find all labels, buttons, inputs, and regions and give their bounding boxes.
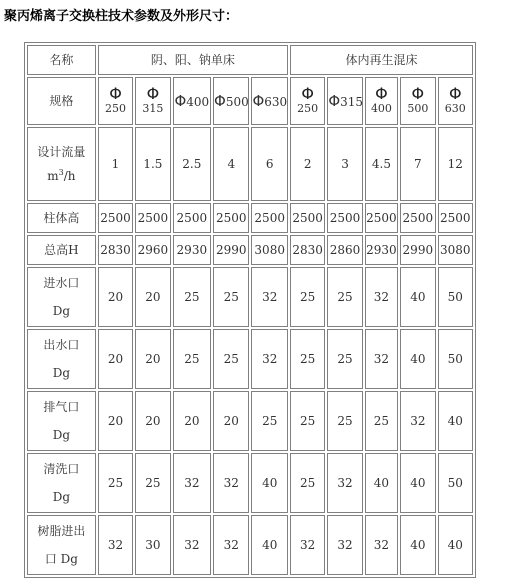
group-header-mixed-bed: 体内再生混床 — [290, 45, 473, 75]
row-label-line: 进水口 — [43, 276, 80, 290]
table-row — [27, 515, 473, 575]
spec-label: 规格 — [27, 77, 96, 125]
table-cell: 20 — [213, 391, 249, 451]
table-cell: 25 — [290, 329, 325, 389]
table-cell: 32 — [327, 453, 362, 513]
table-cell: 32 — [400, 391, 435, 451]
table-cell: 20 — [98, 329, 133, 389]
table-cell: 32 — [213, 515, 249, 575]
phi-symbol: Φ — [301, 84, 314, 103]
row-label-line: 总高H — [44, 243, 79, 257]
spec-cell — [135, 77, 170, 125]
spec-cell — [213, 77, 249, 125]
flow-value: 2.5 — [173, 127, 211, 201]
table-cell: 32 — [98, 515, 133, 575]
table-cell: 2990 — [400, 235, 435, 265]
table-cell: 40 — [400, 329, 435, 389]
flow-value: 4 — [213, 127, 249, 201]
table-cell: 25 — [365, 391, 398, 451]
row-label-line: 清洗口 — [43, 462, 80, 476]
flow-unit-h: /h — [63, 169, 76, 183]
spec-size: 250 — [105, 102, 126, 115]
table-cell: 25 — [327, 329, 362, 389]
phi-symbol: Φ — [252, 91, 265, 110]
row-label-line: 柱体高 — [43, 211, 80, 225]
table-row — [27, 329, 473, 389]
table-cell: 40 — [251, 515, 287, 575]
table-cell: 2500 — [327, 203, 362, 233]
table-cell: 50 — [438, 329, 473, 389]
row-label — [27, 235, 96, 265]
row-label-line: Dg — [52, 366, 71, 380]
flow-value: 3 — [327, 127, 362, 201]
table-cell: 2500 — [213, 203, 249, 233]
spec-cell — [438, 77, 473, 125]
table-cell: 2930 — [365, 235, 398, 265]
table-cell: 32 — [365, 329, 398, 389]
row-label — [27, 453, 96, 513]
table-cell: 2500 — [290, 203, 325, 233]
phi-symbol: Φ — [411, 84, 425, 103]
flow-value: 12 — [438, 127, 473, 201]
table-cell: 25 — [290, 267, 325, 327]
table-cell: 40 — [438, 391, 473, 451]
flow-label-unit — [28, 169, 95, 183]
table-cell: 25 — [213, 329, 249, 389]
table-cell: 32 — [365, 515, 398, 575]
phi-symbol: Φ — [174, 91, 187, 110]
table-row — [27, 453, 473, 513]
row-label-line: 口 Dg — [44, 552, 78, 566]
row-label-line: 排气口 — [43, 400, 80, 414]
spec-size: 315 — [142, 102, 164, 115]
table-cell: 25 — [290, 453, 325, 513]
flow-value: 1.5 — [135, 127, 170, 201]
table-cell: 2860 — [327, 235, 362, 265]
spec-cell — [251, 77, 287, 125]
table-row — [27, 391, 473, 451]
table-cell: 25 — [213, 267, 249, 327]
table-cell: 2500 — [400, 203, 435, 233]
spec-size: 500 — [225, 94, 249, 109]
phi-symbol: Φ — [375, 84, 388, 103]
table-cell: 2500 — [135, 203, 170, 233]
flow-label — [27, 127, 96, 201]
table-cell: 25 — [98, 453, 133, 513]
spec-cell — [290, 77, 325, 125]
table-cell: 2830 — [98, 235, 133, 265]
spec-size: 500 — [407, 102, 429, 115]
phi-symbol: Φ — [146, 84, 160, 103]
flow-value: 1 — [98, 127, 133, 201]
table-cell: 32 — [251, 329, 287, 389]
row-label-line: Dg — [52, 428, 71, 442]
phi-symbol: Φ — [448, 84, 462, 103]
spec-cell — [173, 77, 211, 125]
table-cell: 2990 — [213, 235, 249, 265]
table-row — [27, 235, 473, 265]
flow-unit-m: m — [47, 169, 59, 183]
table-cell: 20 — [135, 391, 170, 451]
table-cell: 2830 — [290, 235, 325, 265]
table-cell: 50 — [438, 267, 473, 327]
row-label-line: 树脂进出 — [37, 524, 86, 538]
spec-cell — [98, 77, 133, 125]
row-label — [27, 329, 96, 389]
phi-symbol: Φ — [328, 91, 341, 110]
table-cell: 20 — [98, 267, 133, 327]
spec-size: 400 — [186, 94, 210, 109]
table-cell: 50 — [438, 453, 473, 513]
spec-table-body — [27, 45, 473, 575]
flow-value: 4.5 — [365, 127, 398, 201]
table-cell: 2960 — [135, 235, 170, 265]
row-label — [27, 267, 96, 327]
flow-value: 7 — [400, 127, 435, 201]
spec-cell — [327, 77, 362, 125]
spec-size: 630 — [264, 94, 288, 109]
row-label-line: 出水口 — [43, 338, 80, 352]
table-cell: 40 — [251, 453, 287, 513]
table-cell: 40 — [400, 515, 435, 575]
table-row — [27, 203, 473, 233]
table-cell: 2500 — [365, 203, 398, 233]
flow-label-text: 设计流量 — [37, 145, 86, 159]
flow-value: 6 — [251, 127, 287, 201]
table-cell: 25 — [173, 267, 211, 327]
row-label-line: Dg — [52, 304, 71, 318]
table-cell: 40 — [400, 267, 435, 327]
table-cell: 2930 — [173, 235, 211, 265]
spec-size: 630 — [444, 102, 466, 115]
table-cell: 25 — [173, 329, 211, 389]
table-cell: 32 — [173, 453, 211, 513]
spec-size: 400 — [370, 102, 392, 115]
flow-value: 2 — [290, 127, 325, 201]
table-cell: 2500 — [438, 203, 473, 233]
table-row — [27, 267, 473, 327]
spec-size: 315 — [340, 94, 364, 109]
spec-size: 250 — [297, 102, 319, 115]
table-cell: 25 — [290, 391, 325, 451]
spec-cell — [365, 77, 398, 125]
flow-row — [27, 127, 473, 201]
table-cell: 32 — [213, 453, 249, 513]
table-cell: 20 — [173, 391, 211, 451]
table-cell: 32 — [365, 267, 398, 327]
table-cell: 32 — [327, 515, 362, 575]
table-cell: 3080 — [438, 235, 473, 265]
table-cell: 25 — [327, 267, 362, 327]
table-cell: 2500 — [251, 203, 287, 233]
spec-table — [24, 42, 476, 578]
table-cell: 3080 — [251, 235, 287, 265]
table-cell: 32 — [251, 267, 287, 327]
page-title: 聚丙烯离子交换柱技术参数及外形尺寸： — [4, 9, 239, 24]
phi-symbol: Φ — [214, 91, 226, 110]
table-cell: 20 — [135, 329, 170, 389]
table-cell: 32 — [173, 515, 211, 575]
row-label — [27, 391, 96, 451]
table-cell: 25 — [135, 453, 170, 513]
table-cell: 2500 — [98, 203, 133, 233]
table-cell: 40 — [438, 515, 473, 575]
table-cell: 40 — [365, 453, 398, 513]
table-cell: 20 — [98, 391, 133, 451]
row-label — [27, 515, 96, 575]
name-header: 名称 — [27, 45, 96, 75]
spec-cell — [400, 77, 435, 125]
table-cell: 25 — [327, 391, 362, 451]
header-row — [27, 45, 473, 75]
table-cell: 20 — [135, 267, 170, 327]
spec-row — [27, 77, 473, 125]
table-cell: 25 — [251, 391, 287, 451]
flow-unit-exp: 3 — [58, 168, 64, 177]
table-cell: 40 — [400, 453, 435, 513]
phi-symbol: Φ — [109, 84, 122, 103]
table-cell: 30 — [135, 515, 170, 575]
table-cell: 2500 — [173, 203, 211, 233]
group-header-single-bed: 阴、阳、钠单床 — [98, 45, 288, 75]
row-label — [27, 203, 96, 233]
table-cell: 32 — [290, 515, 325, 575]
row-label-line: Dg — [52, 490, 71, 504]
